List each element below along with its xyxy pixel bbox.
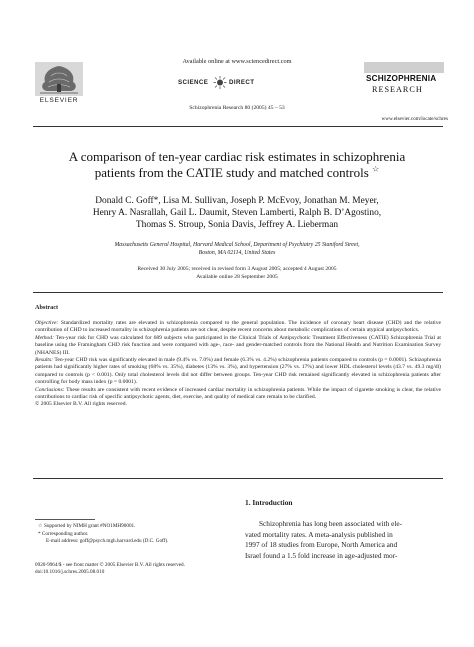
intro-line-2: vated mortality rates. A meta-analysis published in <box>245 529 393 539</box>
available-online-text: Available online at www.sciencedirect.com <box>182 58 292 65</box>
journal-citation: Schizophrenia Research 80 (2005) 45 – 53 <box>189 105 285 111</box>
footnote-funding: ☆ Supported by NIMH grant #NO1MH90001. <box>38 523 136 529</box>
sd-logo-left: SCIENCE <box>178 79 209 86</box>
header-rule <box>33 126 443 127</box>
method-text: Ten-year risk for CHD was calculated for 689 subjects who participated in the Clinical Trials of Antipsychotic Treatment Effectiveness (CATIE) Schizophrenia Trial at baseline using the Framingham CHD risk function and were compared with age-, race- and gender-matched controls from the National Health and Nutrition Examination Survey (NHANES) III. <box>35 334 441 356</box>
title-line-2 <box>20 165 454 181</box>
abstract-top-rule <box>33 292 443 293</box>
affiliation-line-2: Boston, MA 02114, United States <box>198 249 276 256</box>
method-label: Method: <box>35 334 54 341</box>
authors-line-1: Donald C. Goff*, Lisa M. Sullivan, Joseph P. McEvoy, Jonathan M. Meyer, <box>95 196 379 206</box>
abstract-results <box>35 357 441 387</box>
doi-line: doi:10.1016/j.schres.2005.08.010 <box>35 569 105 576</box>
affiliation <box>40 242 434 258</box>
abstract-heading: Abstract <box>35 304 59 311</box>
journal-logo <box>364 62 444 106</box>
sd-logo-mark-icon <box>213 76 227 89</box>
footnote-email: E-mail address: goff@psych.mgh.harvard.edu (D.C. Goff). <box>46 538 169 545</box>
intro-line-4: Israel found a 1.5 fold increase in age-adjusted mor- <box>245 550 398 560</box>
abstract-body <box>35 320 441 409</box>
intro-line-1: Schizophrenia has long been associated with ele- <box>259 519 403 528</box>
abstract-conclusions <box>35 387 441 402</box>
dates-line-2: Available online 28 September 2005 <box>196 273 278 280</box>
abstract-bottom-rule <box>33 478 443 479</box>
title-line-1: A comparison of ten-year cardiac risk estimates in schizophrenia <box>68 149 406 164</box>
authors-line-2: Henry A. Nasrallah, Gail L. Daumit, Steven Lamberti, Ralph B. D’Agostino, <box>92 208 382 219</box>
elsevier-logo <box>35 62 83 104</box>
results-label: Results: <box>35 357 54 364</box>
objective-text: Standardized mortality rates are elevated in schizophrenia compared to the general population. The incidence of coronary heart disease (CHD) and the relative contribution of CHD to increased mortality in schizophrenia patients are not clear, despite recent concerns about metabolic complications of certain atypical antipsychotics. <box>35 320 441 334</box>
article-dates <box>40 266 434 282</box>
intro-line-3: 1997 of 18 studies from Europe, North America and <box>245 540 398 549</box>
journal-logo-line2: RESEARCH <box>372 85 423 94</box>
footnote-rule <box>35 519 95 520</box>
journal-logo-band <box>364 62 444 73</box>
dates-line-1: Received 30 July 2005; received in revised form 3 August 2005; accepted 4 August 2005 <box>137 266 337 272</box>
issn-line: 0920-9964/$ - see front matter © 2005 Elsevier B.V. All rights reserved. <box>35 562 185 568</box>
article-title <box>20 149 454 181</box>
sciencedirect-logo <box>178 76 298 90</box>
abstract-copyright: © 2005 Elsevier B.V. All rights reserved. <box>35 401 127 408</box>
front-matter <box>35 562 235 577</box>
sd-logo-right: DIRECT <box>229 79 255 86</box>
authors-line-3: Thomas S. Stroup, Sonia Davis, Jeffrey A. Lieberman <box>135 220 339 231</box>
elsevier-tree-icon <box>35 62 83 96</box>
affiliation-line-1: Massachusetts General Hospital, Harvard Medical School, Department of Psychiatry 25 Staniford Street, <box>114 242 360 248</box>
abstract-method <box>35 335 441 357</box>
intro-heading: 1. Introduction <box>245 498 293 507</box>
title-footnote-mark: ☆ <box>372 164 380 174</box>
title-line-2-text: patients from the CATIE study and matched controls <box>94 165 369 180</box>
objective-label: Objective: <box>35 320 59 326</box>
abstract-objective <box>35 320 441 335</box>
conclusions-label: Conclusions: <box>35 386 65 393</box>
journal-logo-line1: SCHIZOPHRENIA <box>366 74 437 83</box>
results-text: Ten-year CHD risk was significantly elevated in male (9.4% vs. 7.0%) and female (6.3% vs. 4.2%) schizophrenia patients compared to controls (p = 0.0001). Schizophrenia patients had significantly higher rates of smoking (68% vs. 35%), diabetes (13% vs. 3%), and hypertension (27% vs. 17%) and lower HDL cholesterol levels (43.7 vs. 49.3 mg/dl) compared to controls (p < 0.001). Only total cholesterol levels did not differ between groups. Ten-year CHD risk remained significantly elevated in schizophrenia patients after controlling for body mass index (p = 0.0001). <box>35 357 441 386</box>
footnotes <box>38 523 238 546</box>
journal-url[interactable]: www.elsevier.com/locate/schres <box>381 116 448 122</box>
author-list <box>20 195 454 232</box>
publisher-name: ELSEVIER <box>39 97 79 104</box>
intro-body <box>245 519 445 561</box>
conclusions-text: These results are consistent with recent evidence of increased cardiac mortality in schizophrenia patients. While the impact of cigarette smoking is clear, the relative contributions to cardiac risk of specific antipsychotic agents, diet, exercise, and quality of medical care remain to be clarified. <box>35 386 441 401</box>
footnote-corresponding: * Corresponding author. <box>38 530 89 537</box>
